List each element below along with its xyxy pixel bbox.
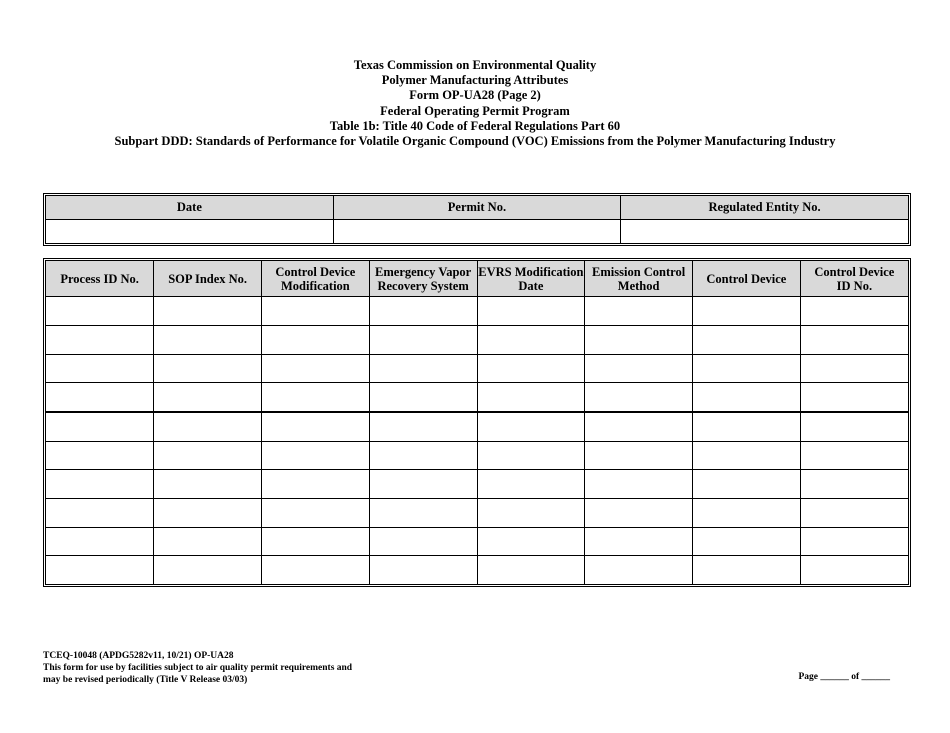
table-row bbox=[46, 383, 908, 412]
process-id-cell[interactable] bbox=[46, 498, 154, 527]
control-device-id-cell[interactable] bbox=[800, 325, 908, 354]
emergency-vapor-recovery-cell[interactable] bbox=[369, 383, 477, 412]
evrs-modification-date-cell[interactable] bbox=[477, 527, 585, 556]
attributes-table bbox=[43, 258, 911, 587]
process-id-cell[interactable] bbox=[46, 556, 154, 584]
sop-index-cell[interactable] bbox=[154, 470, 262, 499]
process-id-cell[interactable] bbox=[46, 470, 154, 499]
emission-control-method-cell[interactable] bbox=[585, 297, 693, 326]
form-id: TCEQ-10048 (APDG5282v11, 10/21) OP-UA28 bbox=[43, 651, 234, 661]
page-number: Page ______ of ______ bbox=[798, 672, 890, 682]
emergency-vapor-recovery-cell[interactable] bbox=[369, 354, 477, 383]
control-device-id-cell[interactable] bbox=[800, 527, 908, 556]
control-device-cell[interactable] bbox=[693, 297, 801, 326]
header-row bbox=[46, 261, 908, 297]
table-row bbox=[46, 412, 908, 441]
emergency-vapor-recovery-cell[interactable] bbox=[369, 441, 477, 470]
sop-index-header: SOP Index No. bbox=[154, 261, 262, 297]
process-id-cell[interactable] bbox=[46, 325, 154, 354]
control-device-cell[interactable] bbox=[693, 498, 801, 527]
emission-control-method-cell[interactable] bbox=[585, 354, 693, 383]
control-device-id-cell[interactable] bbox=[800, 498, 908, 527]
table-row bbox=[46, 470, 908, 499]
emission-control-method-cell[interactable] bbox=[585, 383, 693, 412]
process-id-cell[interactable] bbox=[46, 441, 154, 470]
emission-control-method-header: Emission Control Method bbox=[585, 261, 693, 297]
form-footer bbox=[43, 650, 352, 686]
usage-note-1: This form for use by facilities subject to air quality permit requirements and bbox=[43, 663, 353, 673]
process-id-cell[interactable] bbox=[46, 412, 154, 441]
sop-index-cell[interactable] bbox=[154, 556, 262, 584]
sop-index-cell[interactable] bbox=[154, 498, 262, 527]
evrs-modification-date-cell[interactable] bbox=[477, 470, 585, 499]
program-name: Federal Operating Permit Program bbox=[380, 103, 570, 118]
process-id-header: Process ID No. bbox=[46, 261, 154, 297]
evrs-modification-date-cell[interactable] bbox=[477, 383, 585, 412]
control-device-cell[interactable] bbox=[693, 441, 801, 470]
evrs-modification-date-cell[interactable] bbox=[477, 297, 585, 326]
evrs-modification-date-cell[interactable] bbox=[477, 325, 585, 354]
form-subject: Polymer Manufacturing Attributes bbox=[381, 73, 569, 88]
evrs-modification-date-cell[interactable] bbox=[477, 556, 585, 584]
table-row bbox=[46, 527, 908, 556]
control-device-cell[interactable] bbox=[693, 412, 801, 441]
regulated-entity-field[interactable] bbox=[621, 220, 908, 244]
subpart-title: Subpart DDD: Standards of Performance for Volatile Organic Compound (VOC) Emissions from the Polymer Manufacturing Industry bbox=[114, 134, 836, 149]
emission-control-method-cell[interactable] bbox=[585, 412, 693, 441]
date-field[interactable] bbox=[46, 220, 333, 244]
sop-index-cell[interactable] bbox=[154, 441, 262, 470]
control-device-id-cell[interactable] bbox=[800, 383, 908, 412]
info-table bbox=[43, 193, 911, 246]
emission-control-method-cell[interactable] bbox=[585, 556, 693, 584]
control-device-cell[interactable] bbox=[693, 383, 801, 412]
control-device-modification-cell[interactable] bbox=[262, 470, 370, 499]
emission-control-method-cell[interactable] bbox=[585, 470, 693, 499]
control-device-modification-cell[interactable] bbox=[262, 354, 370, 383]
control-device-id-cell[interactable] bbox=[800, 354, 908, 383]
permit-no-header: Permit No. bbox=[333, 196, 620, 220]
emission-control-method-cell[interactable] bbox=[585, 527, 693, 556]
emergency-vapor-recovery-header: Emergency Vapor Recovery System bbox=[369, 261, 477, 297]
evrs-modification-date-header: EVRS Modification Date bbox=[477, 261, 585, 297]
control-device-modification-cell[interactable] bbox=[262, 383, 370, 412]
control-device-id-header: Control Device ID No. bbox=[800, 261, 908, 297]
control-device-modification-cell[interactable] bbox=[262, 527, 370, 556]
sop-index-cell[interactable] bbox=[154, 527, 262, 556]
sop-index-cell[interactable] bbox=[154, 354, 262, 383]
control-device-modification-header: Control Device Modification bbox=[262, 261, 370, 297]
table-row bbox=[46, 325, 908, 354]
emergency-vapor-recovery-cell[interactable] bbox=[369, 325, 477, 354]
control-device-modification-cell[interactable] bbox=[262, 412, 370, 441]
control-device-cell[interactable] bbox=[693, 527, 801, 556]
control-device-modification-cell[interactable] bbox=[262, 498, 370, 527]
emission-control-method-cell[interactable] bbox=[585, 441, 693, 470]
evrs-modification-date-cell[interactable] bbox=[477, 498, 585, 527]
evrs-modification-date-cell[interactable] bbox=[477, 412, 585, 441]
form-header bbox=[0, 58, 950, 149]
control-device-modification-cell[interactable] bbox=[262, 325, 370, 354]
permit-no-field[interactable] bbox=[333, 220, 620, 244]
control-device-id-cell[interactable] bbox=[800, 441, 908, 470]
emergency-vapor-recovery-cell[interactable] bbox=[369, 498, 477, 527]
form-number: Form OP-UA28 (Page 2) bbox=[409, 88, 541, 103]
table-row bbox=[46, 354, 908, 383]
control-device-id-cell[interactable] bbox=[800, 556, 908, 584]
table-title: Table 1b: Title 40 Code of Federal Regulations Part 60 bbox=[329, 118, 621, 133]
sop-index-cell[interactable] bbox=[154, 297, 262, 326]
sop-index-cell[interactable] bbox=[154, 325, 262, 354]
emergency-vapor-recovery-cell[interactable] bbox=[369, 297, 477, 326]
control-device-header: Control Device bbox=[693, 261, 801, 297]
emergency-vapor-recovery-cell[interactable] bbox=[369, 412, 477, 441]
regulated-entity-header: Regulated Entity No. bbox=[621, 196, 908, 220]
process-id-cell[interactable] bbox=[46, 527, 154, 556]
control-device-id-cell[interactable] bbox=[800, 412, 908, 441]
table-row bbox=[46, 556, 908, 584]
emergency-vapor-recovery-cell[interactable] bbox=[369, 556, 477, 584]
agency-title: Texas Commission on Environmental Quality bbox=[353, 58, 597, 72]
control-device-id-cell[interactable] bbox=[800, 470, 908, 499]
emergency-vapor-recovery-cell[interactable] bbox=[369, 470, 477, 499]
control-device-cell[interactable] bbox=[693, 556, 801, 584]
control-device-id-cell[interactable] bbox=[800, 297, 908, 326]
control-device-cell[interactable] bbox=[693, 470, 801, 499]
table-row bbox=[46, 498, 908, 527]
emission-control-method-cell[interactable] bbox=[585, 498, 693, 527]
process-id-cell[interactable] bbox=[46, 297, 154, 326]
control-device-modification-cell[interactable] bbox=[262, 441, 370, 470]
table-row bbox=[46, 297, 908, 326]
process-id-cell[interactable] bbox=[46, 354, 154, 383]
sop-index-cell[interactable] bbox=[154, 383, 262, 412]
evrs-modification-date-cell[interactable] bbox=[477, 354, 585, 383]
control-device-cell[interactable] bbox=[693, 354, 801, 383]
control-device-modification-cell[interactable] bbox=[262, 556, 370, 584]
control-device-modification-cell[interactable] bbox=[262, 297, 370, 326]
date-header: Date bbox=[46, 196, 333, 220]
sop-index-cell[interactable] bbox=[154, 412, 262, 441]
usage-note-2: may be revised periodically (Title V Release 03/03) bbox=[43, 675, 248, 685]
control-device-cell[interactable] bbox=[693, 325, 801, 354]
evrs-modification-date-cell[interactable] bbox=[477, 441, 585, 470]
process-id-cell[interactable] bbox=[46, 383, 154, 412]
emission-control-method-cell[interactable] bbox=[585, 325, 693, 354]
emergency-vapor-recovery-cell[interactable] bbox=[369, 527, 477, 556]
table-row bbox=[46, 441, 908, 470]
